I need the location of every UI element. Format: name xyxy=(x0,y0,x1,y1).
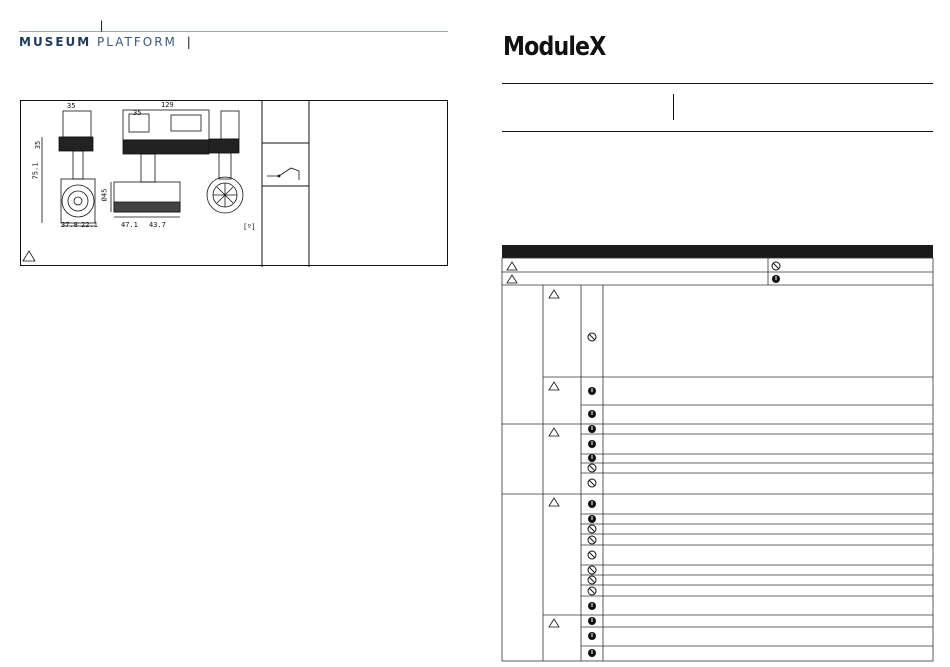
dim-front-top: 129 xyxy=(161,101,174,109)
prohibition-icons xyxy=(588,262,780,595)
front-view xyxy=(111,110,209,217)
dim-rear-bracket: [º] xyxy=(243,223,256,231)
caution-triangle-icon xyxy=(23,251,35,261)
dim-front-sub: 35 xyxy=(133,109,142,117)
technical-drawing-panel xyxy=(20,100,448,266)
wiring-symbol xyxy=(267,168,299,180)
dim-front-bottom-right: 43.7 xyxy=(149,221,166,229)
side-view xyxy=(42,111,95,226)
technical-drawing xyxy=(21,101,449,267)
dim-side-height-a: 35 xyxy=(34,140,43,150)
museum-platform-logo xyxy=(19,35,193,49)
header-rule-top xyxy=(19,31,448,32)
logo-light: PLATFORM xyxy=(97,35,177,49)
right-rule-1 xyxy=(502,83,933,84)
mandatory-icons xyxy=(588,275,780,657)
header-tick: | xyxy=(100,18,104,32)
safety-table-header-bar xyxy=(502,245,933,258)
warning-triangle-icons xyxy=(507,262,559,627)
logo-separator: | xyxy=(186,35,193,49)
logo-bold: MUSEUM xyxy=(19,35,92,49)
right-rule-2 xyxy=(502,131,933,132)
dim-side-height-b: 75.1 xyxy=(31,162,40,180)
right-rule-divider xyxy=(673,94,674,120)
dim-side-top: 35 xyxy=(67,102,76,110)
brand-logo: ModuleX xyxy=(503,32,606,62)
dim-side-bottom-left: 37.8 xyxy=(61,221,78,229)
dim-side-bottom-right: 22.1 xyxy=(81,221,98,229)
dim-front-diameter: Ø45 xyxy=(100,188,109,202)
dim-front-bottom-left: 47.1 xyxy=(121,221,138,229)
rear-view xyxy=(207,111,243,213)
mandatory-icon-marks xyxy=(592,276,776,654)
